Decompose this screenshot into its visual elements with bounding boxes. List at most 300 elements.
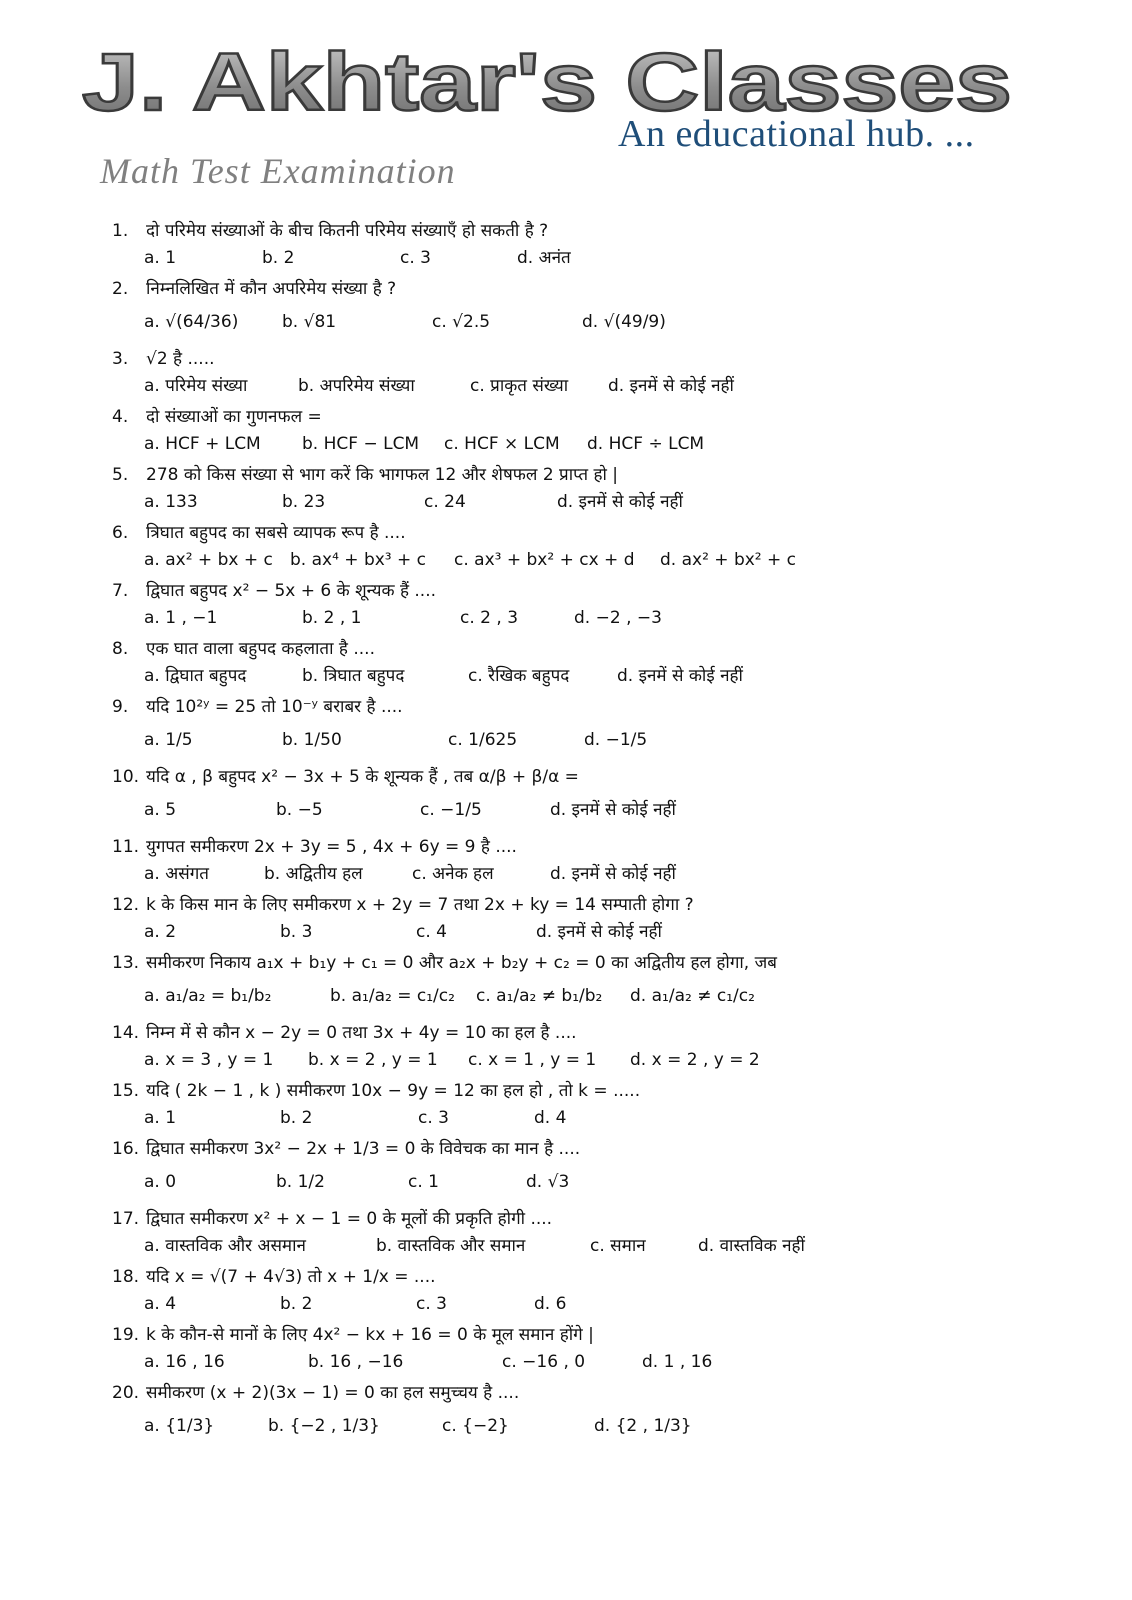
question-7 bbox=[112, 578, 1102, 604]
option-text: 4 bbox=[165, 1294, 177, 1314]
question-text: समीकरण (x + 2)(3x − 1) = 0 का हल समुच्चय है .... bbox=[146, 1383, 520, 1403]
option-label: c. bbox=[408, 1172, 423, 1192]
question-number: 13. bbox=[112, 953, 140, 973]
option-label: a. bbox=[144, 550, 160, 570]
option-text: इनमें से कोई नहीं bbox=[571, 864, 676, 884]
option-label: c. bbox=[442, 1416, 457, 1436]
option-text: अद्वितीय हल bbox=[285, 864, 363, 884]
question-text: द्विघात समीकरण 3x² − 2x + 1/3 = 0 के विवेचक का मान है .... bbox=[146, 1139, 581, 1159]
option-text: रैखिक बहुपद bbox=[488, 666, 570, 686]
option-text: इनमें से कोई नहीं bbox=[629, 376, 734, 396]
option-text: 1 , −1 bbox=[165, 608, 218, 628]
option-text: HCF − LCM bbox=[323, 434, 420, 454]
options-row bbox=[112, 1406, 1102, 1446]
option-c bbox=[502, 1348, 585, 1376]
option-d bbox=[557, 488, 683, 516]
option-label: d. bbox=[526, 1172, 543, 1192]
option-c bbox=[400, 244, 431, 272]
option-text: {1/3} bbox=[165, 1416, 215, 1436]
option-text: 2 bbox=[165, 922, 177, 942]
option-text: √(49/9) bbox=[603, 312, 666, 332]
options-row bbox=[112, 1290, 1102, 1318]
option-label: d. bbox=[582, 312, 599, 332]
option-d bbox=[584, 720, 647, 760]
option-a bbox=[144, 546, 273, 574]
option-a bbox=[144, 488, 198, 516]
question-number: 1. bbox=[112, 221, 129, 241]
option-label: c. bbox=[424, 492, 439, 512]
option-c bbox=[416, 1290, 447, 1318]
option-text: {−2} bbox=[462, 1416, 509, 1436]
question-text: दो संख्याओं का गुणनफल = bbox=[146, 407, 322, 427]
option-label: a. bbox=[144, 312, 160, 332]
option-c bbox=[420, 790, 482, 830]
option-label: d. bbox=[660, 550, 677, 570]
option-label: d. bbox=[557, 492, 574, 512]
option-text: 4 bbox=[555, 1108, 567, 1128]
option-text: ax⁴ + bx³ + c bbox=[311, 550, 427, 570]
option-d bbox=[608, 372, 734, 400]
question-11 bbox=[112, 834, 1102, 860]
option-text: वास्तविक नहीं bbox=[719, 1236, 805, 1256]
options-row bbox=[112, 546, 1102, 574]
question-number: 2. bbox=[112, 279, 129, 299]
option-b bbox=[282, 302, 336, 342]
option-b bbox=[276, 1162, 325, 1202]
option-text: √3 bbox=[547, 1172, 570, 1192]
option-label: b. bbox=[290, 550, 307, 570]
question-20 bbox=[112, 1380, 1102, 1406]
option-label: b. bbox=[330, 986, 347, 1006]
option-label: c. bbox=[418, 1108, 433, 1128]
option-text: HCF ÷ LCM bbox=[608, 434, 705, 454]
option-c bbox=[432, 302, 490, 342]
option-text: 16 , −16 bbox=[329, 1352, 404, 1372]
question-9 bbox=[112, 694, 1102, 720]
question-number: 5. bbox=[112, 465, 129, 485]
option-text: −1/5 bbox=[605, 730, 648, 750]
question-number: 9. bbox=[112, 697, 129, 717]
option-b bbox=[302, 662, 404, 690]
option-text: 1/50 bbox=[303, 730, 342, 750]
option-b bbox=[280, 1290, 312, 1318]
option-a bbox=[144, 372, 247, 400]
options-row bbox=[112, 302, 1102, 342]
option-c bbox=[470, 372, 568, 400]
option-d bbox=[536, 918, 662, 946]
option-label: a. bbox=[144, 492, 160, 512]
question-text: एक घात वाला बहुपद कहलाता है .... bbox=[146, 639, 375, 659]
option-b bbox=[302, 430, 419, 458]
question-text: k के कौन-से मानों के लिए 4x² − kx + 16 = 0 के मूल समान होंगे | bbox=[146, 1325, 594, 1345]
question-text: द्विघात समीकरण x² + x − 1 = 0 के मूलों की प्रकृति होगी .... bbox=[146, 1209, 553, 1229]
option-text: अपरिमेय संख्या bbox=[319, 376, 415, 396]
option-d bbox=[534, 1104, 566, 1132]
question-2 bbox=[112, 276, 1102, 302]
question-text: यदि ( 2k − 1 , k ) समीकरण 10x − 9y = 12 का हल हो , तो k = ..... bbox=[146, 1081, 641, 1101]
option-text: a₁/a₂ = b₁/b₂ bbox=[165, 986, 272, 1006]
option-d bbox=[550, 790, 676, 830]
option-d bbox=[594, 1406, 692, 1446]
option-label: a. bbox=[144, 922, 160, 942]
option-text: 24 bbox=[444, 492, 466, 512]
option-label: c. bbox=[400, 248, 415, 268]
option-label: d. bbox=[550, 864, 567, 884]
option-label: b. bbox=[298, 376, 315, 396]
option-label: c. bbox=[470, 376, 485, 396]
option-text: 3 bbox=[436, 1294, 447, 1314]
option-a bbox=[144, 302, 238, 342]
option-label: a. bbox=[144, 1294, 160, 1314]
option-label: c. bbox=[416, 1294, 431, 1314]
option-label: d. bbox=[642, 1352, 659, 1372]
question-text: दो परिमेय संख्याओं के बीच कितनी परिमेय संख्याएँ हो सकती है ? bbox=[146, 221, 549, 241]
options-row bbox=[112, 1232, 1102, 1260]
option-label: a. bbox=[144, 434, 160, 454]
question-text: निम्न में से कौन x − 2y = 0 तथा 3x + 4y = 10 का हल है .... bbox=[146, 1023, 577, 1043]
option-label: a. bbox=[144, 800, 160, 820]
option-d bbox=[587, 430, 704, 458]
option-label: b. bbox=[282, 492, 299, 512]
option-c bbox=[416, 918, 447, 946]
exam-title: Math Test Examination bbox=[100, 151, 456, 191]
option-label: a. bbox=[144, 1352, 160, 1372]
option-text: −1/5 bbox=[440, 800, 482, 820]
option-d bbox=[574, 604, 662, 632]
options-row bbox=[112, 1104, 1102, 1132]
option-label: c. bbox=[590, 1236, 605, 1256]
options-row bbox=[112, 1046, 1102, 1074]
option-label: d. bbox=[630, 1050, 647, 1070]
option-text: ax³ + bx² + cx + d bbox=[474, 550, 635, 570]
option-b bbox=[308, 1046, 438, 1074]
option-label: b. bbox=[376, 1236, 393, 1256]
option-a bbox=[144, 790, 176, 830]
question-8 bbox=[112, 636, 1102, 662]
question-10 bbox=[112, 764, 1102, 790]
option-a bbox=[144, 976, 271, 1016]
question-number: 17. bbox=[112, 1209, 140, 1229]
option-text: 2 , 1 bbox=[323, 608, 362, 628]
question-text: यदि x = √(7 + 4√3) तो x + 1/x = .... bbox=[146, 1267, 436, 1287]
option-b bbox=[290, 546, 426, 574]
option-d bbox=[642, 1348, 712, 1376]
option-text: a₁/a₂ ≠ b₁/b₂ bbox=[496, 986, 603, 1006]
option-text: 2 bbox=[301, 1108, 313, 1128]
option-d bbox=[660, 546, 796, 574]
option-label: d. bbox=[536, 922, 553, 942]
option-c bbox=[468, 662, 569, 690]
option-c bbox=[476, 976, 602, 1016]
option-text: 5 bbox=[165, 800, 177, 820]
option-text: ax² + bx² + c bbox=[681, 550, 797, 570]
option-text: 3 bbox=[420, 248, 431, 268]
question-5 bbox=[112, 462, 1102, 488]
option-text: इनमें से कोई नहीं bbox=[578, 492, 683, 512]
question-number: 10. bbox=[112, 767, 140, 787]
option-text: असंगत bbox=[165, 864, 209, 884]
option-label: a. bbox=[144, 1108, 160, 1128]
option-b bbox=[280, 918, 312, 946]
option-label: c. bbox=[454, 550, 469, 570]
option-label: d. bbox=[534, 1294, 551, 1314]
options-row bbox=[112, 1162, 1102, 1202]
option-label: b. bbox=[308, 1050, 325, 1070]
option-a bbox=[144, 918, 176, 946]
question-list bbox=[112, 214, 1102, 1446]
options-row bbox=[112, 976, 1102, 1016]
option-d bbox=[550, 860, 676, 888]
question-number: 7. bbox=[112, 581, 129, 601]
option-d bbox=[617, 662, 743, 690]
option-text: 3 bbox=[301, 922, 313, 942]
option-label: a. bbox=[144, 986, 160, 1006]
option-text: इनमें से कोई नहीं bbox=[638, 666, 743, 686]
question-number: 19. bbox=[112, 1325, 140, 1345]
option-a bbox=[144, 1162, 176, 1202]
option-label: d. bbox=[534, 1108, 551, 1128]
option-text: वास्तविक और समान bbox=[397, 1236, 526, 1256]
option-d bbox=[517, 244, 571, 272]
question-number: 16. bbox=[112, 1139, 140, 1159]
options-row bbox=[112, 662, 1102, 690]
options-row bbox=[112, 790, 1102, 830]
question-text: यदि 10²ʸ = 25 तो 10⁻ʸ बराबर है .... bbox=[146, 697, 403, 717]
options-row bbox=[112, 372, 1102, 400]
option-text: √2.5 bbox=[452, 312, 491, 332]
option-c bbox=[444, 430, 560, 458]
option-c bbox=[424, 488, 466, 516]
option-b bbox=[330, 976, 455, 1016]
option-text: इनमें से कोई नहीं bbox=[571, 800, 676, 820]
option-text: वास्तविक और असमान bbox=[165, 1236, 306, 1256]
option-label: a. bbox=[144, 376, 160, 396]
option-b bbox=[308, 1348, 403, 1376]
question-number: 11. bbox=[112, 837, 140, 857]
option-label: d. bbox=[608, 376, 625, 396]
option-text: x = 1 , y = 1 bbox=[488, 1050, 597, 1070]
option-a bbox=[144, 662, 246, 690]
option-text: √(64/36) bbox=[165, 312, 239, 332]
option-text: 1 , 16 bbox=[663, 1352, 713, 1372]
option-text: x = 2 , y = 1 bbox=[329, 1050, 438, 1070]
option-c bbox=[442, 1406, 509, 1446]
option-text: 1/5 bbox=[165, 730, 193, 750]
options-row bbox=[112, 1348, 1102, 1376]
option-text: 6 bbox=[555, 1294, 567, 1314]
options-row bbox=[112, 860, 1102, 888]
option-text: 4 bbox=[436, 922, 447, 942]
question-text: k के किस मान के लिए समीकरण x + 2y = 7 तथा 2x + ky = 14 सम्पाती होगा ? bbox=[146, 895, 694, 915]
option-label: a. bbox=[144, 1050, 160, 1070]
question-text: द्विघात बहुपद x² − 5x + 6 के शून्यक हैं .... bbox=[146, 581, 437, 601]
option-text: 1/2 bbox=[297, 1172, 325, 1192]
question-number: 8. bbox=[112, 639, 129, 659]
option-label: c. bbox=[468, 666, 483, 686]
question-16 bbox=[112, 1136, 1102, 1162]
question-3 bbox=[112, 346, 1102, 372]
option-label: c. bbox=[476, 986, 491, 1006]
option-text: −16 , 0 bbox=[522, 1352, 586, 1372]
option-d bbox=[526, 1162, 569, 1202]
question-number: 12. bbox=[112, 895, 140, 915]
option-b bbox=[376, 1232, 525, 1260]
option-b bbox=[282, 488, 325, 516]
option-label: b. bbox=[308, 1352, 325, 1372]
option-text: {−2 , 1/3} bbox=[289, 1416, 380, 1436]
option-label: d. bbox=[587, 434, 604, 454]
question-number: 18. bbox=[112, 1267, 140, 1287]
question-text: यदि α , β बहुपद x² − 3x + 5 के शून्यक हैं , तब α/β + β/α = bbox=[146, 767, 579, 787]
options-row bbox=[112, 488, 1102, 516]
question-number: 4. bbox=[112, 407, 129, 427]
option-c bbox=[468, 1046, 596, 1074]
option-label: d. bbox=[617, 666, 634, 686]
option-label: a. bbox=[144, 730, 160, 750]
option-label: d. bbox=[550, 800, 567, 820]
option-label: b. bbox=[282, 730, 299, 750]
option-label: c. bbox=[448, 730, 463, 750]
option-text: इनमें से कोई नहीं bbox=[557, 922, 662, 942]
option-c bbox=[590, 1232, 646, 1260]
brand-logo bbox=[82, 42, 1042, 122]
question-number: 14. bbox=[112, 1023, 140, 1043]
tagline: An educational hub. ... bbox=[618, 113, 975, 155]
option-label: b. bbox=[280, 1294, 297, 1314]
option-b bbox=[262, 244, 294, 272]
option-label: b. bbox=[276, 1172, 293, 1192]
option-label: a. bbox=[144, 608, 160, 628]
option-text: प्राकृत संख्या bbox=[490, 376, 569, 396]
option-a bbox=[144, 430, 261, 458]
options-row bbox=[112, 604, 1102, 632]
option-label: b. bbox=[302, 434, 319, 454]
option-label: a. bbox=[144, 1236, 160, 1256]
option-b bbox=[276, 790, 323, 830]
question-6 bbox=[112, 520, 1102, 546]
option-text: 2 bbox=[283, 248, 295, 268]
option-text: 2 , 3 bbox=[480, 608, 519, 628]
option-d bbox=[630, 976, 755, 1016]
options-row bbox=[112, 720, 1102, 760]
option-text: 1 bbox=[165, 1108, 177, 1128]
option-label: b. bbox=[302, 608, 319, 628]
option-label: d. bbox=[698, 1236, 715, 1256]
option-c bbox=[408, 1162, 439, 1202]
option-label: a. bbox=[144, 1172, 160, 1192]
option-a bbox=[144, 720, 193, 760]
question-4 bbox=[112, 404, 1102, 430]
option-label: b. bbox=[262, 248, 279, 268]
question-text: समीकरण निकाय a₁x + b₁y + c₁ = 0 और a₂x + b₂y + c₂ = 0 का अद्वितीय हल होगा, जब bbox=[146, 953, 777, 973]
option-text: HCF + LCM bbox=[165, 434, 261, 454]
option-a bbox=[144, 1104, 176, 1132]
option-text: परिमेय संख्या bbox=[165, 376, 248, 396]
question-text: त्रिघात बहुपद का सबसे व्यापक रूप है .... bbox=[146, 523, 406, 543]
option-d bbox=[582, 302, 666, 342]
option-label: a. bbox=[144, 864, 160, 884]
option-label: c. bbox=[412, 864, 427, 884]
option-text: x = 2 , y = 2 bbox=[651, 1050, 760, 1070]
options-row bbox=[112, 430, 1102, 458]
option-b bbox=[268, 1406, 380, 1446]
question-text: 278 को किस संख्या से भाग करें कि भागफल 12 और शेषफल 2 प्राप्त हो | bbox=[146, 465, 619, 485]
option-text: त्रिघात बहुपद bbox=[323, 666, 405, 686]
option-label: b. bbox=[276, 800, 293, 820]
option-label: d. bbox=[574, 608, 591, 628]
brand-text: J. Akhtar's Classes bbox=[82, 42, 1012, 122]
question-text: √2 है ..... bbox=[146, 349, 215, 369]
option-a bbox=[144, 1290, 176, 1318]
question-18 bbox=[112, 1264, 1102, 1290]
option-text: द्विघात बहुपद bbox=[165, 666, 247, 686]
option-text: 3 bbox=[438, 1108, 449, 1128]
question-number: 6. bbox=[112, 523, 129, 543]
option-a bbox=[144, 1348, 225, 1376]
option-a bbox=[144, 860, 209, 888]
option-label: b. bbox=[268, 1416, 285, 1436]
option-a bbox=[144, 604, 217, 632]
option-d bbox=[534, 1290, 566, 1318]
option-text: 1/625 bbox=[468, 730, 518, 750]
option-b bbox=[280, 1104, 312, 1132]
option-text: अनंत bbox=[538, 248, 571, 268]
option-c bbox=[412, 860, 494, 888]
question-1 bbox=[112, 218, 1102, 244]
option-c bbox=[454, 546, 635, 574]
option-a bbox=[144, 1046, 273, 1074]
option-label: c. bbox=[444, 434, 459, 454]
options-row bbox=[112, 918, 1102, 946]
option-b bbox=[264, 860, 363, 888]
option-text: x = 3 , y = 1 bbox=[165, 1050, 274, 1070]
option-label: d. bbox=[517, 248, 534, 268]
question-13 bbox=[112, 950, 1102, 976]
option-text: a₁/a₂ ≠ c₁/c₂ bbox=[651, 986, 755, 1006]
options-row bbox=[112, 244, 1102, 272]
option-label: a. bbox=[144, 666, 160, 686]
option-d bbox=[630, 1046, 760, 1074]
option-label: c. bbox=[468, 1050, 483, 1070]
option-text: a₁/a₂ = c₁/c₂ bbox=[351, 986, 455, 1006]
option-label: b. bbox=[264, 864, 281, 884]
option-a bbox=[144, 1406, 214, 1446]
option-text: अनेक हल bbox=[432, 864, 494, 884]
question-number: 15. bbox=[112, 1081, 140, 1101]
option-a bbox=[144, 1232, 306, 1260]
option-label: c. bbox=[416, 922, 431, 942]
question-17 bbox=[112, 1206, 1102, 1232]
option-label: b. bbox=[280, 1108, 297, 1128]
option-text: √81 bbox=[303, 312, 337, 332]
option-label: d. bbox=[584, 730, 601, 750]
option-text: HCF × LCM bbox=[464, 434, 560, 454]
option-label: b. bbox=[302, 666, 319, 686]
question-14 bbox=[112, 1020, 1102, 1046]
option-text: −5 bbox=[297, 800, 323, 820]
option-a bbox=[144, 244, 176, 272]
option-text: 23 bbox=[303, 492, 326, 512]
option-text: {2 , 1/3} bbox=[615, 1416, 692, 1436]
option-label: b. bbox=[282, 312, 299, 332]
option-label: c. bbox=[460, 608, 475, 628]
option-text: 1 bbox=[165, 248, 177, 268]
question-12 bbox=[112, 892, 1102, 918]
option-label: d. bbox=[630, 986, 647, 1006]
option-d bbox=[698, 1232, 805, 1260]
option-label: a. bbox=[144, 1416, 160, 1436]
option-label: d. bbox=[594, 1416, 611, 1436]
